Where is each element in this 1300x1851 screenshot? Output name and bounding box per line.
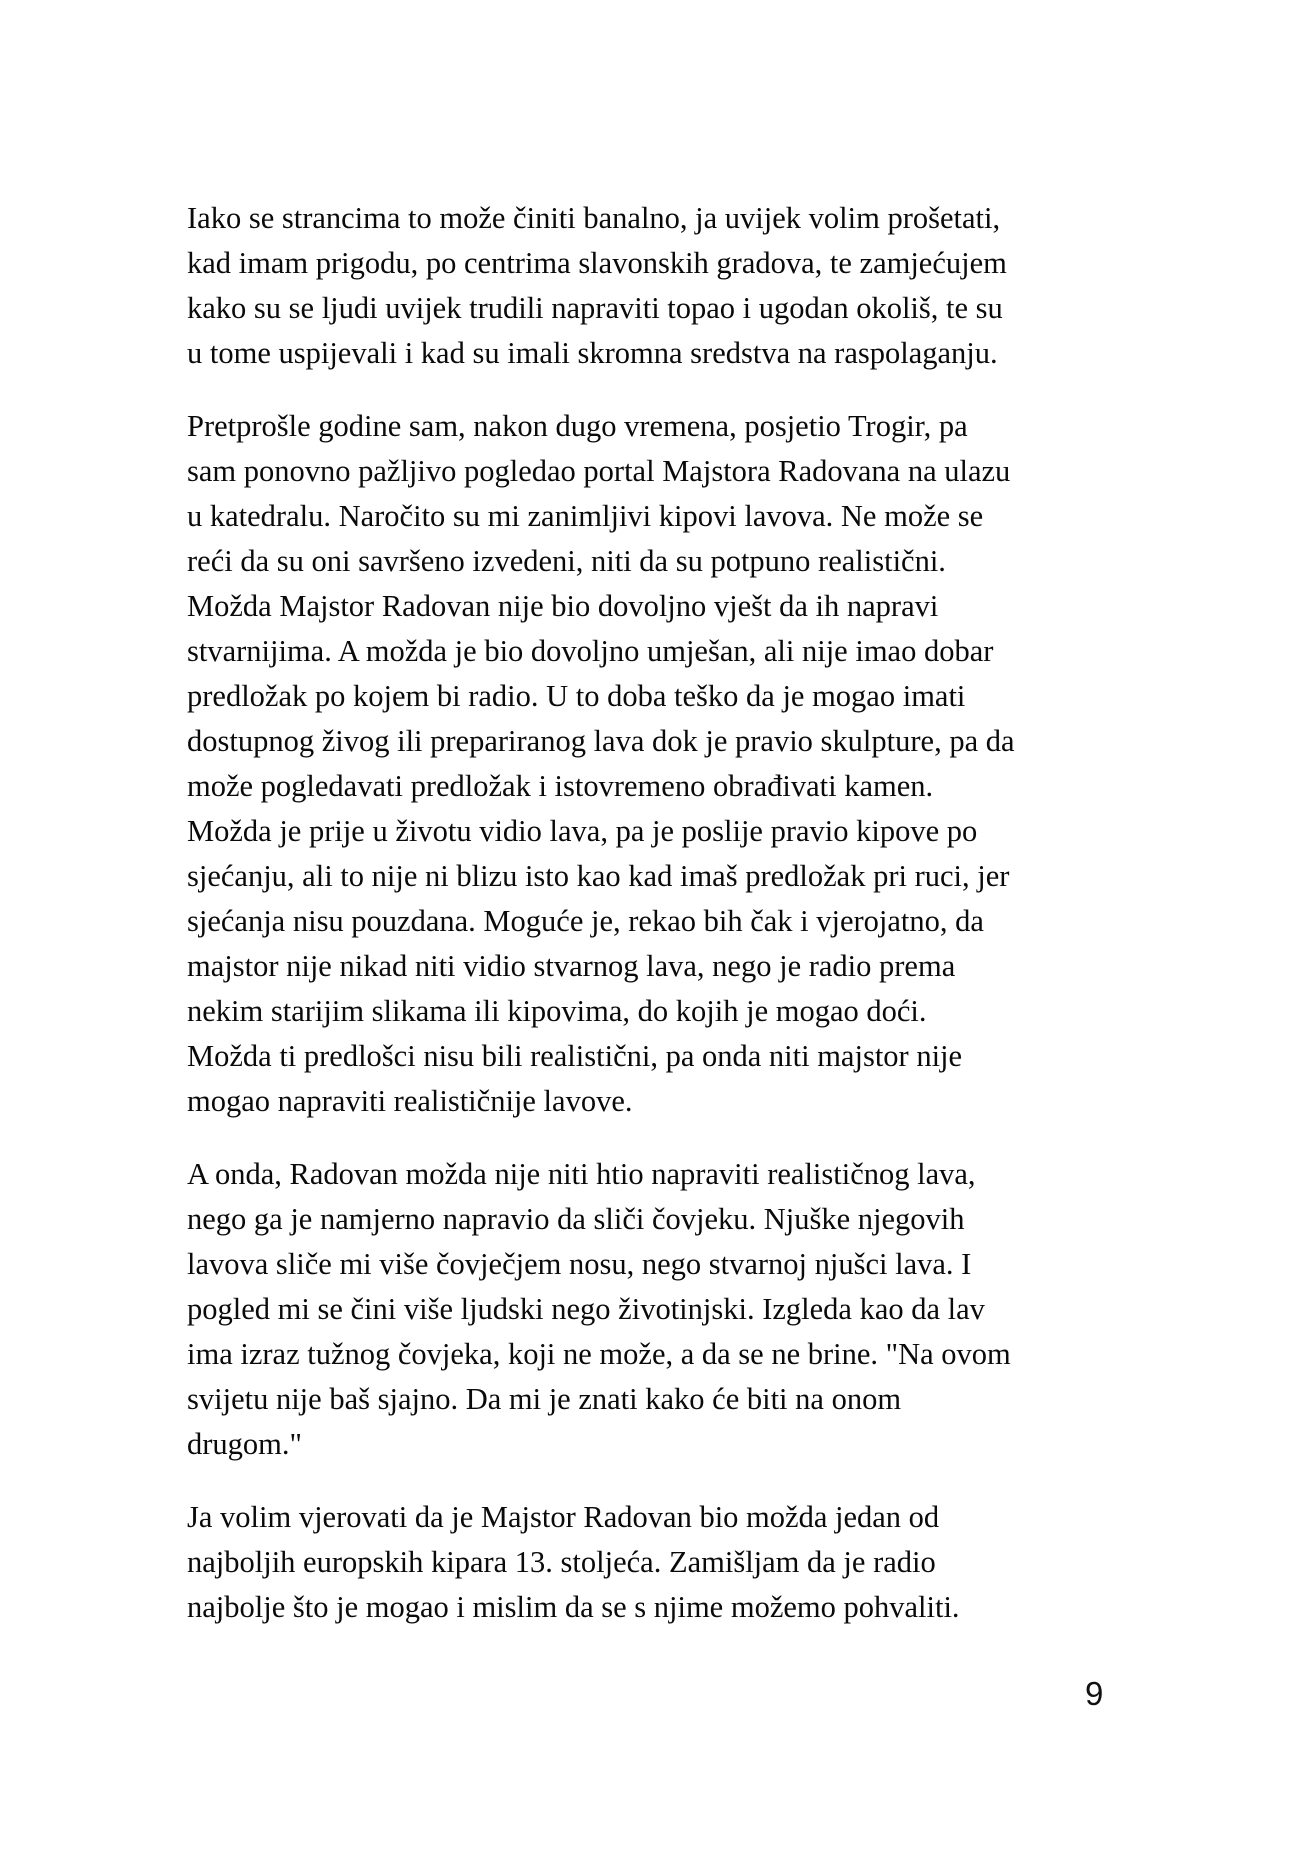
- text-line: ima izraz tužnog čovjeka, koji ne može, a da se ne brine. "Na ovom: [187, 1337, 1011, 1371]
- text-line: Možda je prije u životu vidio lava, pa je poslije pravio kipove po: [187, 814, 978, 848]
- paragraph: [187, 1495, 1277, 1630]
- text-line: Možda ti predlošci nisu bili realistični, pa onda niti majstor nije: [187, 1039, 963, 1073]
- text-line: predložak po kojem bi radio. U to doba teško da je mogao imati: [187, 679, 966, 713]
- text-line: najbolje što je mogao i mislim da se s njime možemo pohvaliti.: [187, 1590, 960, 1624]
- text-block: [187, 196, 1277, 1658]
- text-line: nekim starijim slikama ili kipovima, do kojih je mogao doći.: [187, 994, 927, 1028]
- text-line: u tome uspijevali i kad su imali skromna sredstva na raspolaganju.: [187, 336, 998, 370]
- text-line: stvarnijima. A možda je bio dovoljno umješan, ali nije imao dobar: [187, 634, 994, 668]
- text-line: kad imam prigodu, po centrima slavonskih gradova, te zamjećujem: [187, 246, 1007, 280]
- text-line: može pogledavati predložak i istovremeno obrađivati kamen.: [187, 769, 934, 803]
- paragraph: [187, 404, 1277, 1124]
- text-line: reći da su oni savršeno izvedeni, niti da su potpuno realistični.: [187, 544, 946, 578]
- text-line: nego ga je namjerno napravio da sliči čovjeku. Njuške njegovih: [187, 1202, 965, 1236]
- text-line: A onda, Radovan možda nije niti htio napraviti realističnog lava,: [187, 1157, 976, 1191]
- text-line: drugom.": [187, 1427, 302, 1461]
- text-line: mogao napraviti realističnije lavove.: [187, 1084, 633, 1118]
- text-line: dostupnog živog ili prepariranog lava dok je pravio skulpture, pa da: [187, 724, 1015, 758]
- text-line: majstor nije nikad niti vidio stvarnog lava, nego je radio prema: [187, 949, 956, 983]
- paragraph: [187, 1152, 1277, 1467]
- text-line: lavova sliče mi više čovječjem nosu, nego stvarnoj njušci lava. I: [187, 1247, 972, 1281]
- text-line: pogled mi se čini više ljudski nego životinjski. Izgleda kao da lav: [187, 1292, 985, 1326]
- text-line: sam ponovno pažljivo pogledao portal Majstora Radovana na ulazu: [187, 454, 1011, 488]
- text-line: Možda Majstor Radovan nije bio dovoljno vješt da ih napravi: [187, 589, 939, 623]
- text-line: najboljih europskih kipara 13. stoljeća. Zamišljam da je radio: [187, 1545, 936, 1579]
- text-line: Ja volim vjerovati da je Majstor Radovan bio možda jedan od: [187, 1500, 940, 1534]
- page-number: 9: [1085, 1675, 1104, 1712]
- paragraph: [187, 196, 1277, 376]
- text-line: sjećanju, ali to nije ni blizu isto kao kad imaš predložak pri ruci, jer: [187, 859, 1010, 893]
- text-line: u katedralu. Naročito su mi zanimljivi kipovi lavova. Ne može se: [187, 499, 984, 533]
- text-line: svijetu nije baš sjajno. Da mi je znati kako će biti na onom: [187, 1382, 902, 1416]
- text-line: Iako se strancima to može činiti banalno, ja uvijek volim prošetati,: [187, 201, 1001, 235]
- text-line: kako su se ljudi uvijek trudili napraviti topao i ugodan okoliš, te su: [187, 291, 1003, 325]
- text-line: Pretprošle godine sam, nakon dugo vremena, posjetio Trogir, pa: [187, 409, 968, 443]
- text-line: sjećanja nisu pouzdana. Moguće je, rekao bih čak i vjerojatno, da: [187, 904, 984, 938]
